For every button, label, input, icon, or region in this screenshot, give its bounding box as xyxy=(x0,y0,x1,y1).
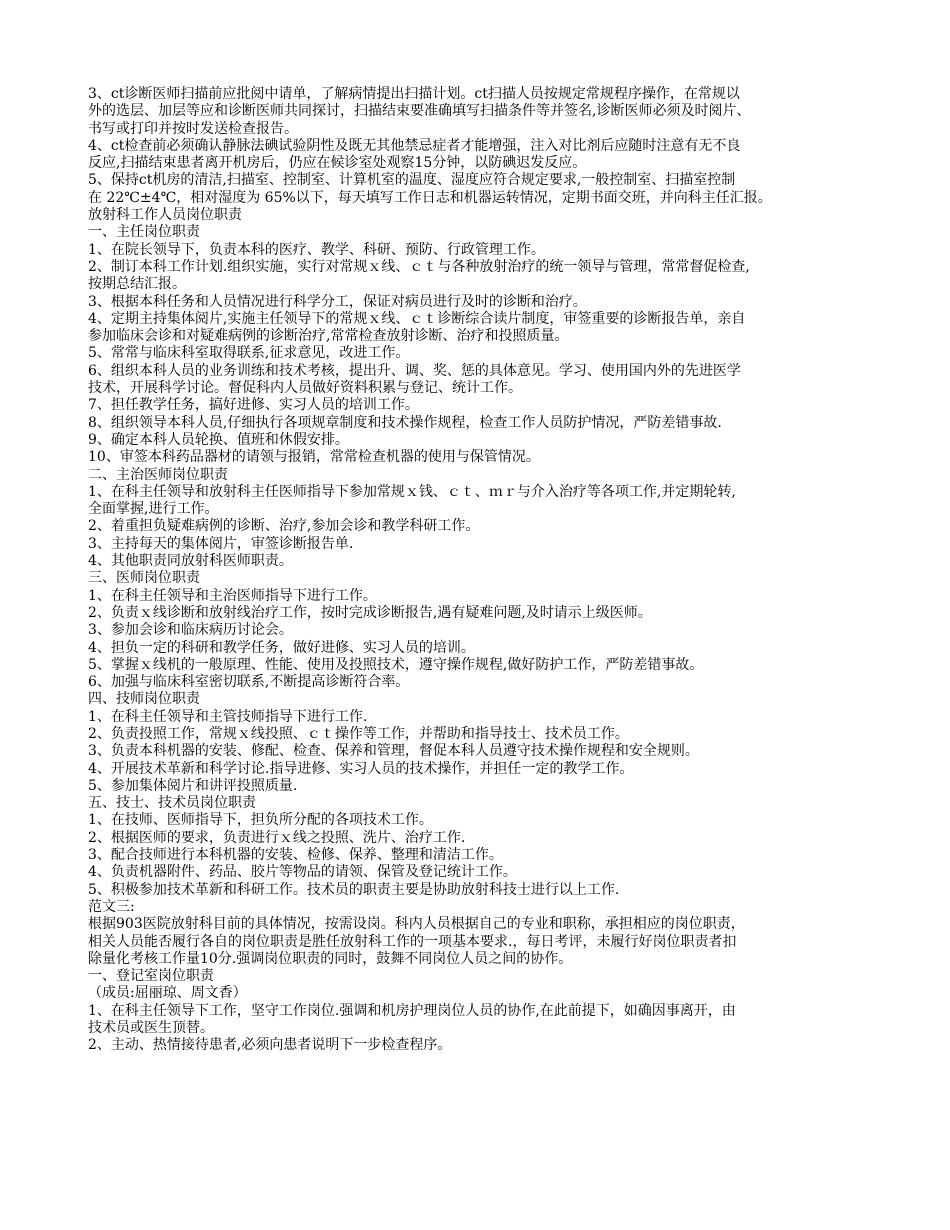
text-line: 1、在科主任领导和放射科主任医师指导下参加常规ｘ钱、ｃｔ、ｍｒ与介入治疗等各项工作,并定期轮转, xyxy=(88,483,736,500)
text-line: 在 22℃±4℃，相对湿度为 65%以下，每天填写工作日志和机器运转情况，定期书面交班，并向科主任汇报。 xyxy=(88,189,772,206)
text-line: 1、在技师、医师指导下，担负所分配的各项技术工作。 xyxy=(88,812,433,829)
text-line: 外的选层、加层等应和诊断医师共同探讨，扫描结束要准确填写扫描条件等并签名,诊断医师必须及时阅片、 xyxy=(88,103,751,120)
text-line: 四、技师岗位职责 xyxy=(88,691,200,708)
text-line: 1、在科主任领导下工作，坚守工作岗位.强调和机房护理岗位人员的协作,在此前提下，如确因事离开，由 xyxy=(88,1002,736,1019)
text-line: 2、根据医师的要求，负责进行ｘ线之投照、洗片、治疗工作. xyxy=(88,829,466,846)
text-line: 4、负责机器附件、药品、胶片等物品的请领、保管及登记统计工作。 xyxy=(88,864,517,881)
text-line: 7、担任教学任务，搞好进修、实习人员的培训工作。 xyxy=(88,397,419,414)
text-line: 1、在科主任领导和主管技师指导下进行工作. xyxy=(88,708,368,725)
text-line: 4、开展技术革新和科学讨论.指导进修、实习人员的技术操作，并担任一定的教学工作。 xyxy=(88,760,634,777)
text-line: 五、技士、技术员岗位职责 xyxy=(88,795,256,812)
text-line: 5、掌握ｘ线机的一般原理、性能、使用及投照技术，遵守操作规程,做好防护工作，严防差错事故。 xyxy=(88,656,704,673)
text-line: 2、负责ｘ线诊断和放射线治疗工作，按时完成诊断报告,遇有疑难问题,及时请示上级医师。 xyxy=(88,604,652,621)
text-line: 技术员或医生顶替。 xyxy=(88,1020,214,1037)
text-line: 按期总结汇报。 xyxy=(88,276,186,293)
text-line: 9、确定本科人员轮换、值班和休假安排。 xyxy=(88,431,349,448)
text-line: 反应,扫描结束患者离开机房后，仍应在候诊室处观察15分钟，以防碘迟发反应。 xyxy=(88,155,587,172)
text-line: 3、负责本科机器的安装、修配、检查、保养和管理，督促本科人员遵守技术操作规程和安全规则。 xyxy=(88,743,699,760)
text-line: 5、参加集体阅片和讲评投照质量. xyxy=(88,777,298,794)
text-line: 相关人员能否履行各自的岗位职责是胜任放射科工作的一项基本要求.，每日考评，未履行好岗位职责者扣 xyxy=(88,933,737,950)
text-line: 一、登记室岗位职责 xyxy=(88,968,214,985)
text-line: 6、加强与临床科室密切联系,不断提高诊断符合率。 xyxy=(88,674,410,691)
text-line: 放射科工作人员岗位职责 xyxy=(88,207,242,224)
text-line: 6、组织本科人员的业务训练和技术考核，提出升、调、奖、惩的具体意见。学习、使用国内外的先进医学 xyxy=(88,362,741,379)
text-line: 1、在科主任领导和主治医师指导下进行工作。 xyxy=(88,587,377,604)
text-line: 1、在院长领导下，负责本科的医疗、教学、科研、预防、行政管理工作。 xyxy=(88,241,545,258)
text-line: 范文三: xyxy=(88,898,135,915)
text-line: 二、主治医师岗位职责 xyxy=(88,466,228,483)
text-line: 10、审签本科药品器材的请领与报销，常常检查机器的使用与保管情况。 xyxy=(88,449,540,466)
text-line: 2、着重担负疑难病例的诊断、治疗,参加会诊和教学科研工作。 xyxy=(88,518,480,535)
text-line: 4、其他职责同放射科医师职责。 xyxy=(88,553,293,570)
text-line: 5、保持ct机房的清洁,扫描室、控制室、计算机室的温度、湿度应符合规定要求,一般控制室、扫描室控制 xyxy=(88,172,736,189)
text-line: 一、主任岗位职责 xyxy=(88,224,200,241)
text-line: 书写或打印并按时发送检查报告。 xyxy=(88,120,298,137)
text-line: 5、常常与临床科室取得联系,征求意见，改进工作。 xyxy=(88,345,410,362)
text-line: 2、主动、热情接待患者,必须向患者说明下一步检查程序。 xyxy=(88,1037,452,1054)
text-line: 根据903医院放射科目前的具体情况，按需设岗。科内人员根据自己的专业和职称，承担相应的岗位职责， xyxy=(88,916,745,933)
text-line: 3、根据本科任务和人员情况进行科学分工，保证对病员进行及时的诊断和治疗。 xyxy=(88,293,587,310)
text-line: 全面掌握,进行工作。 xyxy=(88,501,219,518)
text-line: 3、参加会诊和临床病历讨论会。 xyxy=(88,622,293,639)
text-line: 5、积极参加技术革新和科研工作。技术员的职责主要是协助放射科技士进行以上工作. xyxy=(88,881,620,898)
text-line: 2、负责投照工作，常规ｘ线投照、ｃｔ操作等工作，并帮助和指导技士、技术员工作。 xyxy=(88,725,629,742)
text-line: 技术，开展科学讨论。督促科内人员做好资料积累与登记、统计工作。 xyxy=(88,380,522,397)
text-line: 三、医师岗位职责 xyxy=(88,570,200,587)
text-line: 4、ct检查前必须确认静脉法碘试验阴性及既无其他禁忌症者才能增强，注入对比剂后应随时注意有无不良 xyxy=(88,137,741,154)
text-line: 4、定期主持集体阅片,实施主任领导下的常规ｘ线、ｃｔ诊断综合读片制度，审签重要的诊断报告单，亲自 xyxy=(88,310,746,327)
text-line: 3、ct诊断医师扫描前应批阅中请单，了解病情提出扫描计划。ct扫描人员按规定常规程序操作，在常规以 xyxy=(88,86,740,102)
text-line: 除量化考核工作量10分.强调岗位职责的同时，鼓舞不同岗位人员之间的协作。 xyxy=(88,950,573,967)
text-line: 8、组织领导本科人员,仔细执行各项规章制度和技术操作规程，检查工作人员防护情况，严防差错事故. xyxy=(88,414,722,431)
text-line: 2、制订本科工作计划.组织实施，实行对常规ｘ线、ｃｔ与各种放射治疗的统一领导与管理，常常督促检查, xyxy=(88,258,750,275)
text-line: 3、主持每天的集体阅片，审签诊断报告单. xyxy=(88,535,354,552)
text-line: 3、配合技师进行本科机器的安装、检修、保养、整理和清洁工作。 xyxy=(88,847,503,864)
text-line: 4、担负一定的科研和教学任务，做好进修、实习人员的培训。 xyxy=(88,639,475,656)
text-line: （成员:屈丽琼、周文香） xyxy=(88,985,247,1002)
text-line: 参加临床会诊和对疑难病例的诊断治疗,常常检查放射诊断、治疗和投照质量。 xyxy=(88,328,569,345)
